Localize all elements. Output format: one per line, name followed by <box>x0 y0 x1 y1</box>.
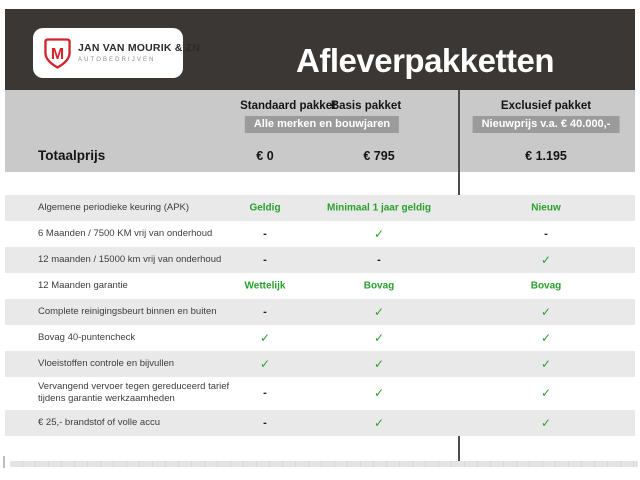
cell-standaard: - <box>263 228 267 240</box>
table-row <box>5 299 635 325</box>
cell-standaard: - <box>263 416 267 429</box>
checkmark-icon: ✓ <box>373 357 385 371</box>
cell-standaard: - <box>263 387 267 400</box>
badge-alle-merken: Alle merken en bouwjaren <box>245 116 399 133</box>
table-row <box>5 247 635 273</box>
comparison-table <box>5 195 635 436</box>
price-standaard: € 0 <box>256 149 274 163</box>
cell-exclusief: Bovag <box>530 280 562 292</box>
checkmark-icon: ✓ <box>373 386 385 401</box>
cell-basis: Minimaal 1 jaar geldig <box>327 202 431 214</box>
checkmark-icon: ✓ <box>373 415 385 430</box>
column-header-standaard: Standaard pakket <box>240 100 336 112</box>
checkmark-icon: ✓ <box>259 331 271 345</box>
bottom-scrollbar[interactable] <box>10 461 638 467</box>
cell-standaard: - <box>263 306 267 318</box>
cell-exclusief: - <box>544 228 548 240</box>
table-row <box>5 221 635 247</box>
header-bar <box>5 9 635 90</box>
table-row <box>5 377 635 410</box>
checkmark-icon: ✓ <box>373 305 385 319</box>
cell-exclusief: Nieuw <box>531 202 561 214</box>
checkmark-icon: ✓ <box>540 357 552 371</box>
brand-shield-icon <box>44 38 71 69</box>
row-label: 12 maanden / 15000 km vrij van onderhoud <box>38 253 222 265</box>
checkmark-icon: ✓ <box>373 331 385 345</box>
checkmark-icon: ✓ <box>373 227 385 241</box>
cell-basis: Bovag <box>363 280 395 292</box>
column-header-exclusief: Exclusief pakket <box>500 100 592 112</box>
brand-name: JAN VAN MOURIK & ZN <box>78 42 201 55</box>
row-label: Bovag 40-puntencheck <box>38 331 136 343</box>
cell-standaard: - <box>263 254 267 266</box>
row-label: 6 Maanden / 7500 KM vrij van onderhoud <box>38 227 213 239</box>
checkmark-icon: ✓ <box>540 415 552 430</box>
table-row <box>5 325 635 351</box>
row-label: Complete reinigingsbeurt binnen en buiten <box>38 305 217 317</box>
brand-text-block <box>78 43 200 63</box>
scrollbar-left-nub <box>3 456 5 468</box>
price-basis: € 795 <box>363 149 395 163</box>
cell-standaard: Geldig <box>249 202 281 214</box>
table-row <box>5 410 635 436</box>
cell-basis: - <box>377 254 381 266</box>
total-price-label: Totaalprijs <box>38 148 106 163</box>
brand-logo-letter: M <box>50 45 65 63</box>
checkmark-icon: ✓ <box>540 253 552 267</box>
row-label: € 25,- brandstof of volle accu <box>38 416 160 428</box>
table-row <box>5 195 635 221</box>
table-row <box>5 351 635 377</box>
badge-nieuwprijs: Nieuwprijs v.a. € 40.000,- <box>473 116 620 133</box>
row-label: Algemene periodieke keuring (APK) <box>38 201 190 213</box>
price-exclusief: € 1.195 <box>525 149 567 163</box>
table-row <box>5 273 635 299</box>
row-label: Vloeistoffen controle en bijvullen <box>38 357 175 369</box>
brand-logo <box>33 28 201 78</box>
page-title: Afleverpakketten <box>296 42 554 79</box>
row-label: Vervangend vervoer tegen gereduceerd tarief tijdens garantie werkzaamheden <box>38 381 230 405</box>
column-header-basis: Basis pakket <box>330 100 402 112</box>
cell-standaard: Wettelijk <box>244 280 286 292</box>
checkmark-icon: ✓ <box>540 305 552 319</box>
row-label: 12 Maanden garantie <box>38 279 128 291</box>
brand-subtitle: AUTOBEDRIJVEN <box>78 56 156 63</box>
checkmark-icon: ✓ <box>540 331 552 345</box>
checkmark-icon: ✓ <box>259 357 271 371</box>
checkmark-icon: ✓ <box>540 386 552 401</box>
